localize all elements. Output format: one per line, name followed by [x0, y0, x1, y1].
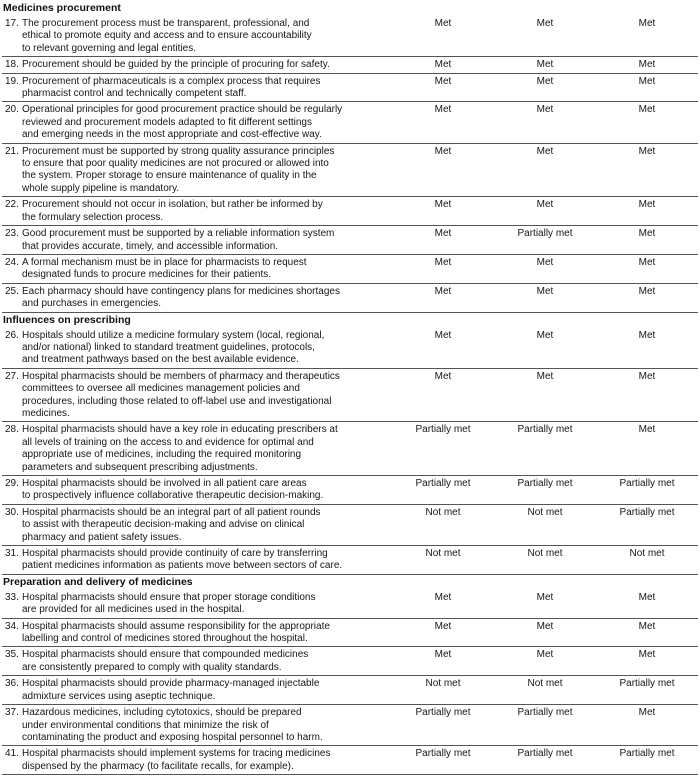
- statement-line: that provides accurate, timely, and accessible information.: [22, 240, 279, 252]
- statement-text: [22, 330, 392, 367]
- statement-number: 23.: [5, 228, 19, 240]
- assessment-value: Not met: [425, 678, 461, 690]
- statement-line: and purchases in emergencies.: [22, 298, 161, 310]
- statement-line: Hospital pharmacists should be an integral part of all patient rounds: [22, 506, 321, 518]
- assessment-value: Met: [434, 18, 452, 29]
- statement-line: Hospital pharmacists should ensure that compounded medicines: [22, 649, 309, 661]
- assessment-value: Partially met: [517, 478, 573, 489]
- statement-line: Hospital pharmacists should be involved in all patient care areas: [22, 478, 307, 489]
- statement-number: 25.: [5, 285, 19, 297]
- statement-line: medicines.: [22, 407, 70, 419]
- statement-number: 18.: [5, 59, 19, 71]
- statement-text: [22, 371, 392, 421]
- table-row: [2, 647, 698, 676]
- assessment-value: Met: [638, 424, 656, 436]
- statement-number: 33.: [5, 591, 19, 603]
- statement-line: admixture services using aseptic technique.: [22, 690, 216, 702]
- statement-line: Operational principles for good procurement practice should be regularly: [22, 104, 343, 116]
- statement-line: committees to oversee all medicines management policies and: [22, 383, 300, 395]
- statement-line: Procurement should be guided by the principle of procuring for safety.: [22, 59, 330, 71]
- statement-number: 19.: [5, 75, 19, 87]
- statement-line: to assist with therapeutic decision-making and advise on clinical: [22, 519, 305, 531]
- statement-line: whole supply pipeline is mandatory.: [22, 182, 180, 194]
- assessment-value: Partially met: [619, 678, 675, 690]
- statement-text: [22, 621, 392, 646]
- statement-text: [22, 678, 392, 703]
- statement-line: the system. Proper storage to ensure maintenance of quality in the: [22, 170, 317, 182]
- assessment-value: Met: [638, 104, 656, 116]
- section-header: Medicines procurement: [3, 2, 121, 14]
- assessment-value: Met: [434, 75, 452, 87]
- assessment-value: Partially met: [619, 748, 675, 760]
- assessment-value: Not met: [527, 506, 563, 518]
- statement-text: [22, 199, 392, 224]
- statement-line: Hospital pharmacists should have a key role in educating prescribers at: [22, 424, 338, 436]
- statement-text: [22, 548, 392, 573]
- assessment-value: Partially met: [415, 748, 471, 760]
- assessment-value: Partially met: [415, 424, 471, 436]
- assessment-value: Partially met: [619, 478, 675, 489]
- table-row: [2, 369, 698, 423]
- statement-text: [22, 748, 392, 773]
- assessment-value: Met: [434, 285, 452, 297]
- statement-number: 24.: [5, 256, 19, 268]
- assessment-value: Met: [536, 18, 554, 29]
- assessment-value: Met: [638, 59, 656, 71]
- assessment-value: Met: [536, 591, 554, 603]
- table-row: [2, 16, 698, 57]
- statement-number: 27.: [5, 370, 19, 382]
- assessment-value: Not met: [629, 548, 665, 560]
- assessment-value: Met: [434, 256, 452, 268]
- statement-line: Procurement must be supported by strong quality assurance principles: [22, 145, 335, 157]
- statement-line: to relevant governing and legal entities.: [22, 42, 197, 54]
- statement-line: Good procurement must be supported by a reliable information system: [22, 228, 335, 240]
- assessment-value: Met: [638, 285, 656, 297]
- statement-line: pharmacy and patient safety issues.: [22, 531, 182, 543]
- table-row: [2, 590, 698, 619]
- statement-line: designated funds to procure medicines for their patients.: [22, 269, 272, 281]
- statement-line: and emerging needs in the most appropriate and cost-effective way.: [22, 129, 322, 141]
- statement-number: 20.: [5, 104, 19, 116]
- statement-text: [22, 507, 392, 544]
- assessment-value: Partially met: [415, 707, 471, 719]
- assessment-value: Met: [434, 329, 452, 341]
- assessment-value: Met: [536, 256, 554, 268]
- statement-text: [22, 707, 392, 744]
- assessment-value: Met: [434, 228, 452, 240]
- assessment-value: Partially met: [619, 506, 675, 518]
- assessment-value: Met: [536, 329, 554, 341]
- assessment-value: Met: [434, 104, 452, 116]
- statement-line: ethical to promote equity and access and to ensure accountability: [22, 30, 312, 42]
- statement-line: to ensure that poor quality medicines are not procured or allowed into: [22, 158, 329, 170]
- statement-line: parameters and subsequent prescribing adjustments.: [22, 461, 258, 473]
- statement-text: [22, 104, 392, 141]
- assessment-value: Met: [434, 59, 452, 71]
- assessment-value: Met: [434, 370, 452, 382]
- assessment-value: Met: [434, 649, 452, 661]
- assessment-value: Met: [536, 104, 554, 116]
- statement-line: dispensed by the pharmacy (to facilitate recalls, for example).: [22, 760, 294, 772]
- table-row: [2, 197, 698, 226]
- assessment-value: Met: [536, 59, 554, 71]
- table-row: [2, 676, 698, 705]
- table-row: [2, 619, 698, 648]
- assessment-value: Met: [536, 199, 554, 211]
- statement-line: procedures, including those related to off-label use and investigational: [22, 395, 332, 407]
- section-header: Preparation and delivery of medicines: [3, 575, 193, 588]
- assessment-value: Met: [638, 707, 656, 719]
- assessment-value: Not met: [425, 506, 461, 518]
- assessment-value: Partially met: [415, 478, 471, 489]
- assessment-value: Met: [638, 620, 656, 632]
- statement-number: 41.: [5, 748, 19, 760]
- statement-number: 17.: [5, 18, 19, 29]
- assessment-value: Met: [434, 591, 452, 603]
- assessment-value: Met: [536, 620, 554, 632]
- statement-number: 30.: [5, 506, 19, 518]
- table-row: [2, 746, 698, 775]
- statement-text: [22, 649, 392, 674]
- statement-line: labelling and control of medicines stored throughout the hospital.: [22, 633, 308, 645]
- table-row: [2, 476, 698, 505]
- statement-text: [22, 478, 392, 503]
- statement-number: 31.: [5, 548, 19, 560]
- statement-text: [22, 59, 392, 71]
- assessment-value: Met: [638, 591, 656, 603]
- assessment-value: Partially met: [517, 424, 573, 436]
- statement-number: 26.: [5, 329, 19, 341]
- table-row: [2, 74, 698, 103]
- assessment-value: Met: [638, 75, 656, 87]
- assessment-value: Met: [638, 370, 656, 382]
- statement-text: [22, 424, 392, 474]
- statement-line: are consistently prepared to comply with quality standards.: [22, 661, 282, 673]
- statement-number: 37.: [5, 707, 19, 719]
- assessment-value: Partially met: [517, 228, 573, 240]
- statement-line: Hospital pharmacists should assume responsibility for the appropriate: [22, 620, 330, 632]
- statement-line: Procurement should not occur in isolation, but rather be informed by: [22, 199, 323, 211]
- assessment-value: Not met: [527, 678, 563, 690]
- statement-line: contaminating the product and exposing hospital personnel to harm.: [22, 731, 323, 743]
- statement-line: Procurement of pharmaceuticals is a complex process that requires: [22, 75, 321, 87]
- statement-line: are provided for all medicines used in the hospital.: [22, 604, 245, 616]
- statement-line: Hospital pharmacists should be members of pharmacy and therapeutics: [22, 370, 340, 382]
- statement-text: [22, 592, 392, 617]
- statement-line: the formulary selection process.: [22, 211, 164, 223]
- assessment-value: Met: [536, 370, 554, 382]
- statement-number: 29.: [5, 478, 19, 489]
- assessment-value: Met: [638, 256, 656, 268]
- assessment-value: Met: [638, 649, 656, 661]
- statement-line: Hospitals should utilize a medicine formulary system (local, regional,: [22, 329, 325, 341]
- table-row: [2, 705, 698, 746]
- table-row: [2, 255, 698, 284]
- table-row: [2, 226, 698, 255]
- assessment-value: Met: [536, 145, 554, 157]
- table-row: [2, 57, 698, 73]
- assessment-value: Met: [638, 145, 656, 157]
- assessment-value: Partially met: [517, 707, 573, 719]
- statement-line: Hospital pharmacists should ensure that proper storage conditions: [22, 591, 316, 603]
- statement-number: 21.: [5, 145, 19, 157]
- statement-number: 22.: [5, 199, 19, 211]
- assessment-value: Met: [536, 75, 554, 87]
- table-row: [2, 102, 698, 143]
- statement-line: and treatment pathways based on the best available evidence.: [22, 354, 299, 366]
- assessment-value: Not met: [425, 548, 461, 560]
- statement-line: Hazardous medicines, including cytotoxics, should be prepared: [22, 707, 302, 719]
- statement-line: Hospital pharmacists should implement systems for tracing medicines: [22, 748, 331, 760]
- statement-text: [22, 76, 392, 101]
- assessment-value: Met: [434, 145, 452, 157]
- statement-line: to prospectively influence collaborative therapeutic decision-making.: [22, 490, 324, 502]
- statement-text: [22, 146, 392, 196]
- statement-text: [22, 18, 392, 55]
- statement-line: The procurement process must be transparent, professional, and: [22, 18, 310, 29]
- assessment-value: Met: [536, 649, 554, 661]
- statement-line: Each pharmacy should have contingency plans for medicines shortages: [22, 285, 340, 297]
- assessment-value: Met: [638, 199, 656, 211]
- statement-number: 28.: [5, 424, 19, 436]
- statement-line: patient medicines information as patients move between sectors of care.: [22, 560, 343, 572]
- statement-number: 34.: [5, 620, 19, 632]
- assessment-value: Met: [434, 620, 452, 632]
- statement-line: appropriate use of medicines, including the required monitoring: [22, 449, 302, 461]
- assessment-value: Met: [638, 228, 656, 240]
- assessment-value: Met: [434, 199, 452, 211]
- statement-line: Hospital pharmacists should provide continuity of care by transferring: [22, 548, 328, 560]
- statement-text: [22, 286, 392, 311]
- section-header: Influences on prescribing: [3, 313, 131, 326]
- assessment-value: Met: [536, 285, 554, 297]
- assessment-value: Not met: [527, 548, 563, 560]
- statement-line: reviewed and procurement models adapted to fit different settings: [22, 116, 312, 128]
- assessment-table: [2, 1, 698, 775]
- assessment-value: Met: [638, 18, 656, 29]
- table-row: [2, 144, 698, 198]
- table-row: [2, 546, 698, 575]
- table-row: [2, 328, 698, 369]
- statement-number: 36.: [5, 678, 19, 690]
- statement-line: pharmacist control and technically competent staff.: [22, 88, 247, 100]
- table-row: [2, 284, 698, 313]
- assessment-value: Met: [638, 329, 656, 341]
- table-row: [2, 422, 698, 476]
- assessment-value: Partially met: [517, 748, 573, 760]
- statement-line: and/or national) linked to standard treatment guidelines, protocols,: [22, 341, 315, 353]
- statement-number: 35.: [5, 649, 19, 661]
- statement-text: [22, 257, 392, 282]
- statement-line: A formal mechanism must be in place for pharmacists to request: [22, 256, 307, 268]
- statement-line: under environmental conditions that minimize the risk of: [22, 719, 269, 731]
- table-row: [2, 505, 698, 546]
- statement-text: [22, 228, 392, 253]
- statement-line: all levels of training on the access to and evidence for optimal and: [22, 436, 314, 448]
- statement-line: Hospital pharmacists should provide pharmacy-managed injectable: [22, 678, 320, 690]
